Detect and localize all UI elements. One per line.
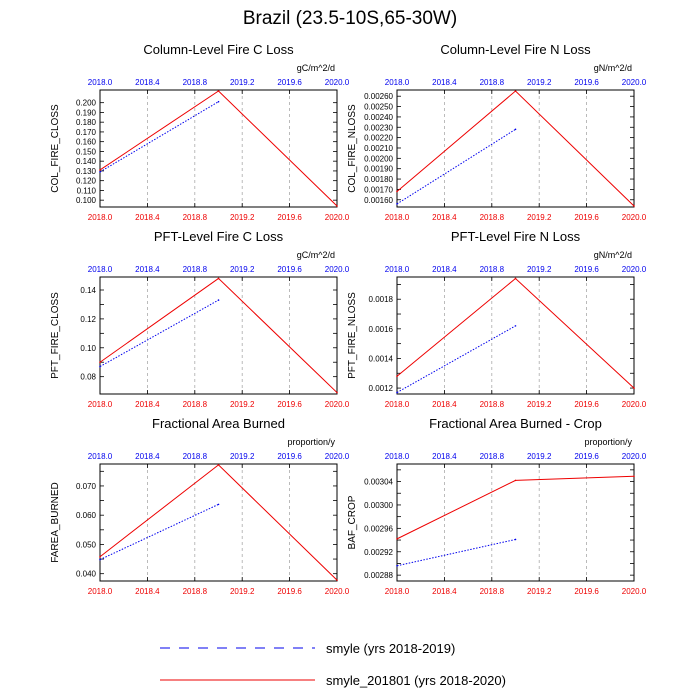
y-tick-label: 0.0012 bbox=[368, 384, 393, 394]
y-tick-label: 0.0018 bbox=[368, 295, 393, 305]
x-tick-label-bottom: 2018.4 bbox=[432, 400, 457, 409]
series-smyle-point bbox=[515, 539, 517, 541]
series-smyle-201801-point bbox=[218, 278, 220, 280]
series-smyle-201801-point bbox=[633, 475, 635, 477]
series-smyle-201801-point bbox=[336, 205, 338, 207]
y-tick-label: 0.180 bbox=[75, 118, 96, 128]
y-tick-label: 0.150 bbox=[75, 147, 96, 157]
series-smyle-point bbox=[99, 366, 101, 368]
series-smyle-201801-point bbox=[515, 278, 517, 280]
x-tick-label-top: 2019.6 bbox=[277, 452, 302, 461]
y-tick-label: 0.00180 bbox=[364, 175, 393, 185]
x-tick-label-top: 2018.8 bbox=[182, 78, 208, 87]
plot-frame bbox=[397, 464, 634, 581]
series-smyle-point bbox=[396, 565, 398, 567]
legend bbox=[160, 641, 506, 688]
x-tick-label-bottom: 2018.0 bbox=[87, 400, 113, 409]
x-tick-label-top: 2018.8 bbox=[182, 265, 208, 274]
x-tick-label-top: 2019.2 bbox=[526, 265, 552, 274]
y-tick-label: 0.140 bbox=[75, 157, 96, 167]
panel-title: Column-Level Fire C Loss bbox=[143, 42, 294, 57]
x-tick-label-top: 2019.2 bbox=[229, 265, 255, 274]
x-tick-label-bottom: 2020.0 bbox=[324, 213, 350, 222]
x-tick-label-top: 2020.0 bbox=[324, 452, 350, 461]
x-tick-label-top: 2018.4 bbox=[135, 78, 160, 87]
x-tick-label-top: 2018.0 bbox=[87, 78, 113, 87]
y-axis-label: COL_FIRE_CLOSS bbox=[50, 104, 61, 193]
chart-panel-2 bbox=[347, 42, 647, 222]
y-tick-label: 0.160 bbox=[75, 137, 96, 147]
x-tick-label-bottom: 2018.8 bbox=[479, 213, 505, 222]
x-tick-label-top: 2018.0 bbox=[87, 452, 113, 461]
x-tick-label-bottom: 2018.0 bbox=[384, 587, 410, 596]
series-smyle-201801-point bbox=[396, 375, 398, 377]
x-tick-label-bottom: 2019.2 bbox=[229, 587, 255, 596]
x-tick-label-bottom: 2019.6 bbox=[277, 213, 302, 222]
panel-units: gN/m^2/d bbox=[593, 63, 632, 73]
x-tick-label-bottom: 2019.2 bbox=[526, 400, 552, 409]
x-tick-label-top: 2020.0 bbox=[324, 265, 350, 274]
plot-frame bbox=[100, 277, 337, 394]
x-tick-label-top: 2018.4 bbox=[432, 78, 457, 87]
x-tick-label-bottom: 2019.6 bbox=[574, 587, 599, 596]
series-smyle-201801-point bbox=[218, 464, 220, 466]
series-smyle-201801-point bbox=[515, 90, 517, 92]
series-smyle-line bbox=[100, 102, 219, 172]
y-tick-label: 0.100 bbox=[75, 196, 96, 206]
x-tick-label-bottom: 2020.0 bbox=[324, 400, 350, 409]
x-tick-label-bottom: 2019.2 bbox=[526, 213, 552, 222]
series-smyle-201801-point bbox=[633, 387, 635, 389]
series-smyle-201801-line bbox=[397, 476, 634, 539]
series-smyle-201801-point bbox=[396, 191, 398, 193]
y-tick-label: 0.00190 bbox=[364, 164, 393, 174]
plot-frame bbox=[100, 464, 337, 581]
x-tick-label-bottom: 2018.8 bbox=[479, 400, 505, 409]
y-tick-label: 0.00160 bbox=[364, 195, 393, 205]
x-tick-label-top: 2019.6 bbox=[574, 78, 599, 87]
y-tick-label: 0.00210 bbox=[364, 143, 393, 153]
panel-units: proportion/y bbox=[287, 437, 335, 447]
x-tick-label-bottom: 2018.4 bbox=[135, 587, 160, 596]
x-tick-label-top: 2018.8 bbox=[479, 78, 505, 87]
y-tick-label: 0.0014 bbox=[368, 354, 393, 364]
series-smyle-point bbox=[218, 101, 220, 103]
x-tick-label-bottom: 2019.2 bbox=[229, 213, 255, 222]
y-tick-label: 0.00230 bbox=[364, 123, 393, 133]
x-tick-label-bottom: 2018.0 bbox=[384, 400, 410, 409]
panel-title: PFT-Level Fire C Loss bbox=[153, 229, 284, 244]
x-tick-label-top: 2018.8 bbox=[479, 265, 505, 274]
series-smyle-line bbox=[397, 129, 516, 204]
x-tick-label-bottom: 2018.8 bbox=[182, 400, 208, 409]
x-tick-label-top: 2018.4 bbox=[432, 265, 457, 274]
x-tick-label-bottom: 2018.0 bbox=[87, 587, 113, 596]
x-tick-label-top: 2019.6 bbox=[277, 78, 302, 87]
x-tick-label-top: 2018.4 bbox=[432, 452, 457, 461]
x-tick-label-top: 2018.8 bbox=[479, 452, 505, 461]
y-tick-label: 0.00292 bbox=[364, 547, 393, 557]
figure-title: Brazil (23.5-10S,65-30W) bbox=[242, 8, 458, 29]
x-tick-label-bottom: 2019.6 bbox=[277, 400, 302, 409]
x-tick-label-top: 2019.6 bbox=[277, 265, 302, 274]
panel-title: Fractional Area Burned bbox=[152, 416, 285, 431]
y-tick-label: 0.00170 bbox=[364, 185, 393, 195]
plot-frame bbox=[100, 90, 337, 207]
x-tick-label-bottom: 2020.0 bbox=[324, 587, 350, 596]
x-tick-label-top: 2018.4 bbox=[135, 452, 160, 461]
x-tick-label-bottom: 2018.4 bbox=[432, 213, 457, 222]
y-tick-label: 0.200 bbox=[75, 98, 96, 108]
x-tick-label-top: 2018.0 bbox=[384, 452, 410, 461]
legend-smyle-label: smyle (yrs 2018-2019) bbox=[326, 641, 456, 656]
series-smyle-line bbox=[397, 326, 516, 393]
y-tick-label: 0.190 bbox=[75, 108, 96, 118]
x-tick-label-top: 2019.2 bbox=[229, 78, 255, 87]
x-tick-label-bottom: 2018.8 bbox=[479, 587, 505, 596]
legend-smyle-201801-label: smyle_201801 (yrs 2018-2020) bbox=[326, 673, 506, 688]
x-tick-label-bottom: 2019.6 bbox=[574, 213, 599, 222]
y-tick-label: 0.00296 bbox=[364, 524, 393, 534]
x-tick-label-bottom: 2019.2 bbox=[526, 587, 552, 596]
series-smyle-201801-line bbox=[100, 278, 337, 392]
x-tick-label-bottom: 2019.6 bbox=[574, 400, 599, 409]
y-axis-label: BAF_CROP bbox=[347, 495, 358, 550]
series-smyle-201801-point bbox=[515, 480, 517, 482]
series-smyle-line bbox=[100, 300, 219, 366]
y-axis-label: COL_FIRE_NLOSS bbox=[347, 104, 358, 193]
x-tick-label-bottom: 2018.0 bbox=[384, 213, 410, 222]
y-tick-label: 0.060 bbox=[75, 511, 96, 521]
y-tick-label: 0.00220 bbox=[364, 133, 393, 143]
y-tick-label: 0.040 bbox=[75, 569, 96, 579]
series-smyle-point bbox=[515, 129, 517, 131]
x-tick-label-bottom: 2020.0 bbox=[621, 587, 647, 596]
chart-panel-4 bbox=[347, 229, 647, 409]
y-tick-label: 0.00288 bbox=[364, 571, 393, 581]
x-tick-label-top: 2018.0 bbox=[384, 78, 410, 87]
x-tick-label-bottom: 2020.0 bbox=[621, 400, 647, 409]
x-tick-label-bottom: 2018.0 bbox=[87, 213, 113, 222]
x-tick-label-top: 2019.6 bbox=[574, 265, 599, 274]
plot-frame bbox=[397, 90, 634, 207]
y-tick-label: 0.10 bbox=[80, 343, 96, 353]
series-smyle-201801-point bbox=[99, 361, 101, 363]
series-smyle-line bbox=[100, 504, 219, 559]
y-tick-label: 0.050 bbox=[75, 540, 96, 550]
x-tick-label-top: 2019.2 bbox=[526, 78, 552, 87]
panel-units: gC/m^2/d bbox=[296, 250, 335, 260]
y-tick-label: 0.14 bbox=[80, 286, 96, 295]
panel-units: gN/m^2/d bbox=[593, 250, 632, 260]
y-axis-label: FAREA_BURNED bbox=[50, 482, 61, 563]
x-tick-label-bottom: 2018.4 bbox=[135, 400, 160, 409]
series-smyle-201801-point bbox=[336, 392, 338, 394]
series-smyle-201801-point bbox=[336, 579, 338, 581]
y-axis-label: PFT_FIRE_CLOSS bbox=[50, 292, 61, 379]
y-tick-label: 0.00240 bbox=[364, 112, 393, 122]
x-tick-label-top: 2019.6 bbox=[574, 452, 599, 461]
x-tick-label-top: 2020.0 bbox=[621, 265, 647, 274]
y-tick-label: 0.00300 bbox=[364, 500, 393, 510]
series-smyle-point bbox=[99, 171, 101, 173]
chart-panel-6 bbox=[347, 416, 647, 596]
series-smyle-line bbox=[397, 539, 516, 565]
x-tick-label-bottom: 2019.2 bbox=[229, 400, 255, 409]
y-tick-label: 0.0016 bbox=[368, 324, 393, 334]
x-tick-label-top: 2020.0 bbox=[324, 78, 350, 87]
y-tick-label: 0.120 bbox=[75, 176, 96, 186]
y-tick-label: 0.00260 bbox=[364, 92, 393, 102]
series-smyle-point bbox=[218, 504, 220, 506]
x-tick-label-bottom: 2018.4 bbox=[135, 213, 160, 222]
y-tick-label: 0.070 bbox=[75, 481, 96, 491]
series-smyle-201801-line bbox=[397, 278, 634, 388]
chart-panel-3 bbox=[50, 229, 350, 409]
series-smyle-201801-line bbox=[397, 91, 634, 206]
x-tick-label-bottom: 2020.0 bbox=[621, 213, 647, 222]
x-tick-label-bottom: 2018.8 bbox=[182, 213, 208, 222]
y-tick-label: 0.08 bbox=[80, 372, 96, 382]
series-smyle-point bbox=[396, 203, 398, 205]
panel-units: gC/m^2/d bbox=[296, 63, 335, 73]
x-tick-label-top: 2018.0 bbox=[87, 265, 113, 274]
series-smyle-201801-point bbox=[396, 538, 398, 540]
y-tick-label: 0.12 bbox=[80, 314, 96, 324]
plot-frame bbox=[397, 277, 634, 394]
series-smyle-point bbox=[515, 325, 517, 327]
y-axis-label: PFT_FIRE_NLOSS bbox=[347, 292, 358, 379]
x-tick-label-bottom: 2019.6 bbox=[277, 587, 302, 596]
x-tick-label-top: 2019.2 bbox=[526, 452, 552, 461]
series-smyle-201801-point bbox=[99, 556, 101, 558]
series-smyle-201801-line bbox=[100, 91, 337, 206]
x-tick-label-top: 2019.2 bbox=[229, 452, 255, 461]
series-smyle-201801-point bbox=[633, 205, 635, 207]
panel-title: Column-Level Fire N Loss bbox=[440, 42, 591, 57]
y-tick-label: 0.130 bbox=[75, 166, 96, 176]
y-tick-label: 0.00250 bbox=[364, 102, 393, 112]
panel-title: Fractional Area Burned - Crop bbox=[429, 416, 602, 431]
panel-units: proportion/y bbox=[584, 437, 632, 447]
y-tick-label: 0.170 bbox=[75, 127, 96, 137]
series-smyle-point bbox=[99, 559, 101, 561]
series-smyle-201801-point bbox=[99, 169, 101, 171]
series-smyle-point bbox=[396, 392, 398, 394]
x-tick-label-top: 2020.0 bbox=[621, 78, 647, 87]
chart-panel-1 bbox=[50, 42, 350, 222]
y-tick-label: 0.00304 bbox=[364, 477, 393, 487]
series-smyle-201801-line bbox=[100, 465, 337, 580]
x-tick-label-top: 2018.4 bbox=[135, 265, 160, 274]
series-smyle-201801-point bbox=[218, 90, 220, 92]
x-tick-label-top: 2018.0 bbox=[384, 265, 410, 274]
x-tick-label-bottom: 2018.4 bbox=[432, 587, 457, 596]
x-tick-label-top: 2018.8 bbox=[182, 452, 208, 461]
panel-title: PFT-Level Fire N Loss bbox=[450, 229, 581, 244]
panels bbox=[50, 42, 647, 596]
y-tick-label: 0.110 bbox=[76, 186, 96, 196]
x-tick-label-top: 2020.0 bbox=[621, 452, 647, 461]
y-tick-label: 0.00200 bbox=[364, 154, 393, 164]
x-tick-label-bottom: 2018.8 bbox=[182, 587, 208, 596]
series-smyle-point bbox=[218, 299, 220, 301]
chart-panel-5 bbox=[50, 416, 350, 596]
